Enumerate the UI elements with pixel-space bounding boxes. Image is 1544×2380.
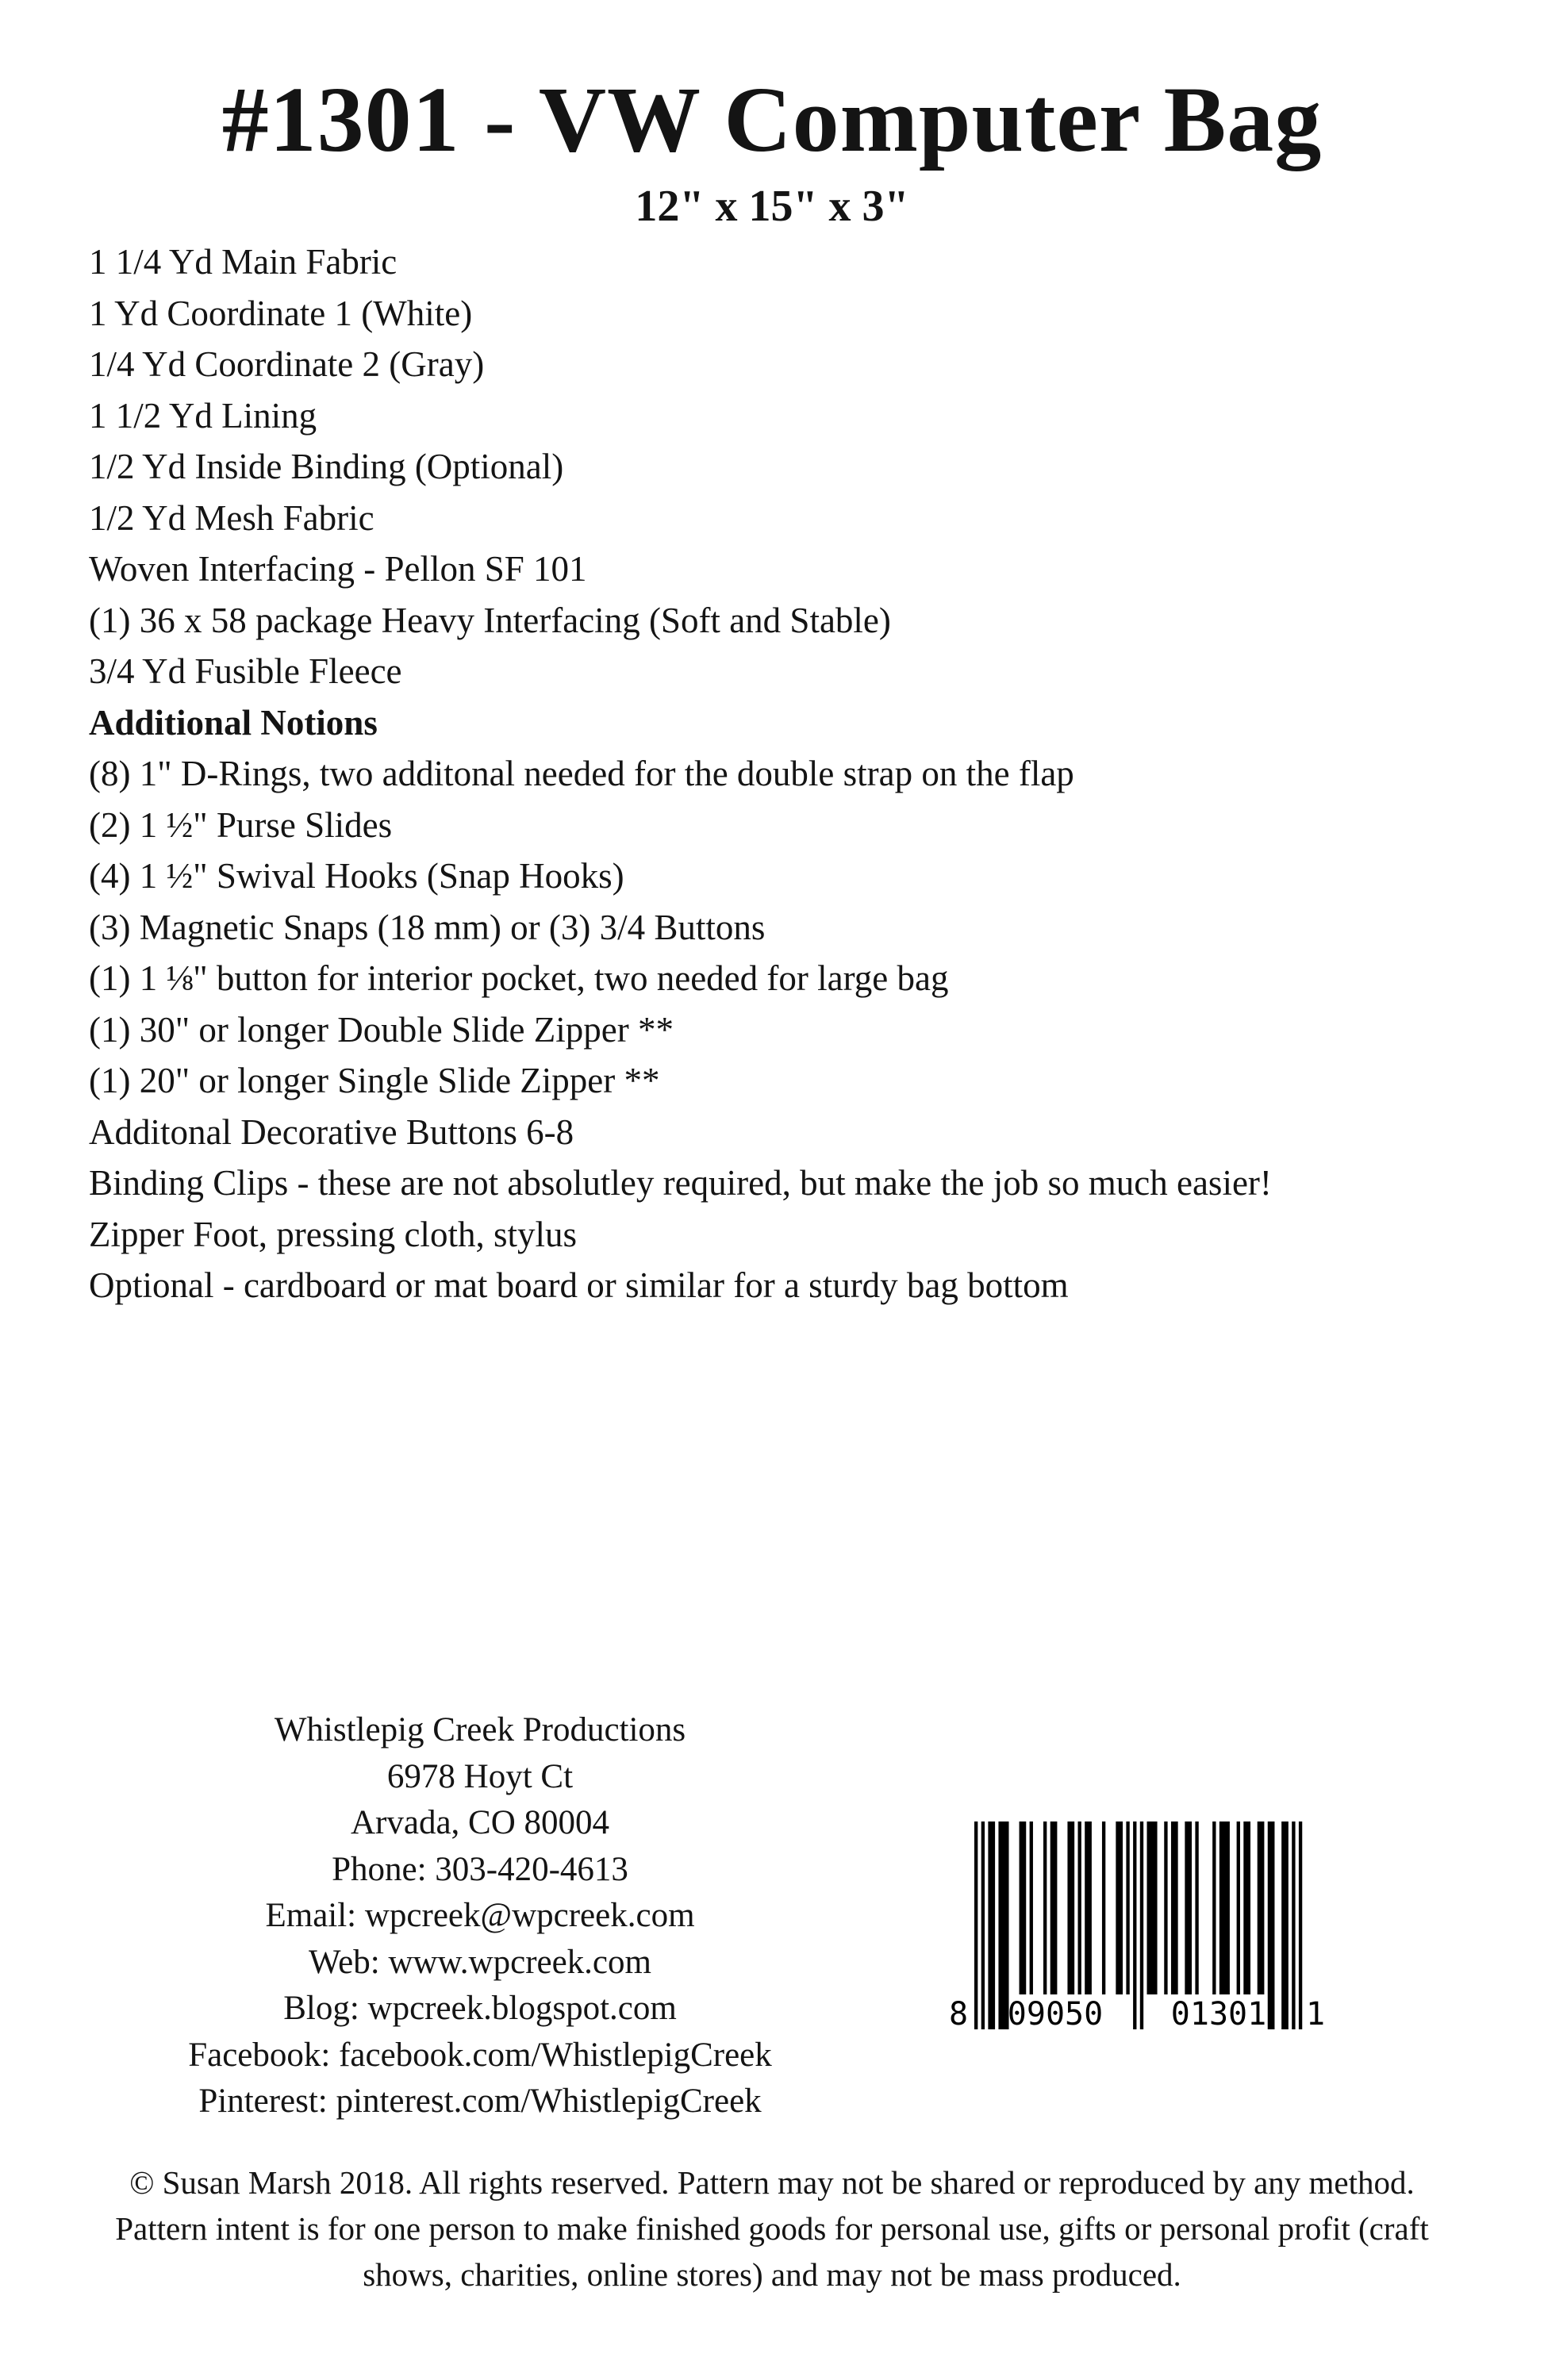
- barcode-bar: [1126, 1821, 1129, 1994]
- barcode-bar: [1067, 1821, 1074, 1994]
- barcode-bar: [1164, 1821, 1167, 1994]
- barcode-bar: [1281, 1821, 1289, 2029]
- barcode-bar: [1147, 1821, 1158, 1994]
- material-item: 1 1/4 Yd Main Fabric: [89, 242, 398, 282]
- barcode-bar: [1171, 1821, 1178, 1994]
- company-name: Whistlepig Creek Productions: [274, 1711, 686, 1749]
- barcode-bar: [1212, 1821, 1216, 1994]
- barcode-bar: [974, 1821, 977, 2029]
- notion-item: (1) 30" or longer Double Slide Zipper **: [89, 1009, 674, 1050]
- barcode-bar: [1258, 1821, 1265, 1994]
- notion-item: (1) 1 ⅛" button for interior pocket, two needed for large bag: [89, 958, 949, 998]
- material-item: 1/2 Yd Inside Binding (Optional): [89, 447, 564, 486]
- barcode-bar: [1116, 1821, 1123, 1994]
- barcode-bar: [1020, 1821, 1027, 1994]
- barcode-bar: [1299, 1821, 1302, 2029]
- city-state-zip: Arvada, CO 80004: [350, 1804, 610, 1841]
- page-title: #1301 - VW Computer Bag: [221, 67, 1323, 171]
- barcode-bar: [981, 1821, 985, 2029]
- notion-item: Binding Clips - these are not absolutley required, but make the job so much easier!: [89, 1163, 1272, 1203]
- barcode-bar: [1043, 1821, 1047, 1994]
- barcode-bar: [1243, 1821, 1250, 1994]
- barcode-group-left: 09050: [1007, 1996, 1104, 2033]
- barcode-graphic: [943, 1821, 1331, 2044]
- material-item: Woven Interfacing - Pellon SF 101: [89, 549, 587, 589]
- notions-heading: Additional Notions: [89, 702, 378, 743]
- barcode-bar: [1140, 1821, 1143, 2029]
- barcode-digit-last: 1: [1306, 1996, 1326, 2033]
- barcode-bar: [1237, 1821, 1240, 1994]
- street-address: 6978 Hoyt Ct: [386, 1757, 574, 1795]
- copyright-notice: © Susan Marsh 2018. All rights reserved. Pattern may not be shared or reproduced by any method. Pattern intent is for one person to make finished goods for personal use, gifts or personal profit (craft shows, charities, online stores) and may not be mass produced.: [115, 2164, 1429, 2293]
- notion-item: (1) 20" or longer Single Slide Zipper **: [89, 1061, 660, 1100]
- barcode-bar: [1078, 1821, 1081, 1994]
- barcode-bar: [1050, 1821, 1058, 1994]
- notion-item: (8) 1" D-Rings, two additonal needed for the double strap on the flap: [89, 754, 1074, 793]
- notion-item: Additonal Decorative Buttons 6-8: [89, 1111, 574, 1152]
- materials-list: [89, 236, 1454, 1311]
- notion-item: (4) 1 ½" Swival Hooks (Snap Hooks): [89, 856, 624, 896]
- material-item: 3/4 Yd Fusible Fleece: [89, 651, 402, 691]
- material-item: 1/2 Yd Mesh Fabric: [89, 497, 374, 538]
- publisher-contact: [111, 1707, 849, 2125]
- barcode-bar: [1195, 1821, 1198, 1994]
- barcode-bar: [1102, 1821, 1105, 1994]
- notion-item: Optional - cardboard or mat board or similar for a sturdy bag bottom: [89, 1265, 1069, 1305]
- barcode-bar: [1292, 1821, 1295, 2029]
- phone-number: Phone: 303-420-4613: [332, 1850, 628, 1888]
- barcode-bar: [988, 1821, 995, 2029]
- barcode-bar: [1030, 1821, 1033, 1994]
- barcode-bar: [1085, 1821, 1092, 1994]
- material-item: 1 Yd Coordinate 1 (White): [89, 293, 473, 333]
- barcode-bar: [1268, 1821, 1275, 2029]
- facebook-address: Facebook: facebook.com/WhistlepigCreek: [188, 2036, 772, 2074]
- material-item: (1) 36 x 58 package Heavy Interfacing (Soft and Stable): [89, 600, 891, 640]
- material-item: 1/4 Yd Coordinate 2 (Gray): [89, 344, 485, 384]
- barcode-digit-first: 8: [949, 1996, 969, 2033]
- email-address: Email: wpcreek@wpcreek.com: [265, 1897, 695, 1934]
- upc-barcode: [943, 1821, 1331, 2044]
- notion-item: (3) Magnetic Snaps (18 mm) or (3) 3/4 Buttons: [89, 907, 766, 947]
- website: Web: www.wpcreek.com: [309, 1943, 651, 1981]
- material-item: 1 1/2 Yd Lining: [89, 395, 317, 436]
- barcode-group-right: 01301: [1170, 1996, 1267, 2033]
- blog-address: Blog: wpcreek.blogspot.com: [283, 1990, 677, 2027]
- pinterest-address: Pinterest: pinterest.com/WhistlepigCreek: [198, 2082, 762, 2120]
- barcode-bar: [1219, 1821, 1230, 1994]
- notion-item: (2) 1 ½" Purse Slides: [89, 804, 393, 845]
- barcode-bar: [1185, 1821, 1192, 1994]
- notion-item: Zipper Foot, pressing cloth, stylus: [89, 1214, 577, 1254]
- barcode-bar: [1133, 1821, 1136, 2029]
- pattern-dimensions: 12" x 15" x 3": [635, 182, 909, 231]
